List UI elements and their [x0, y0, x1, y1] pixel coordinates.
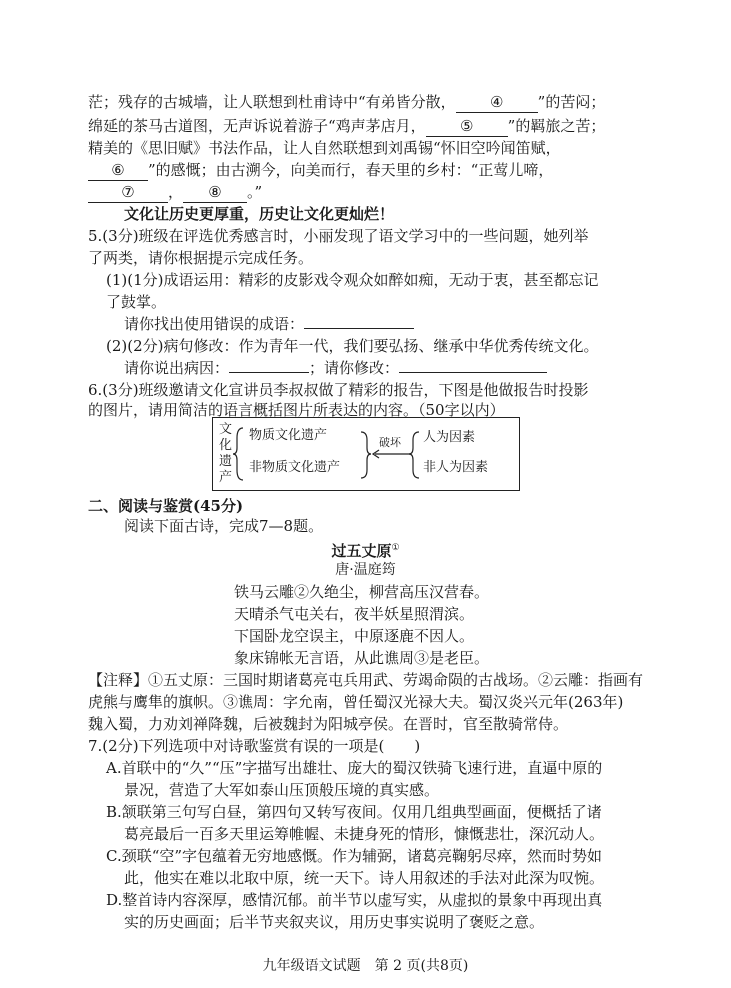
diagram-nonhuman-factor: 非人为因素	[423, 460, 489, 475]
q5-sub1-b: 了鼓掌。	[106, 293, 167, 311]
notes-line-3: 魏入蜀，力劝刘禅降魏，后被魏封为阳城亭侯。在晋时，官至散骑常侍。	[88, 715, 569, 733]
intro-line-3: 精美的《思旧赋》书法作品，让人自然联想到刘禹锡“怀旧空吟闻笛赋，	[88, 139, 561, 157]
diagram-root-label: 文化遗产	[219, 422, 233, 485]
q6-stem-1: 6.(3分)班级邀请文化宣讲员李叔叔做了精彩的报告，下图是他做报告时投影	[88, 381, 589, 399]
reason-blank[interactable]	[229, 372, 309, 373]
q7-option-b-2: 葛亮最后一百多天里运筹帷幄、未捷身死的情形，慷慨悲壮，深沉动人。	[124, 825, 605, 843]
q7-option-a-2: 景况，营造了大军如泰山压顶般压境的真实感。	[124, 781, 440, 799]
intro-line-1: 茫；残存的古城墙，让人联想到杜甫诗中“有弟皆分散， ④ ”的苦闷；	[88, 93, 606, 111]
revision-blank[interactable]	[399, 372, 547, 373]
diagram-intangible: 非物质文化遗产	[249, 460, 341, 475]
q5-sub2-b: 请你说出病因： ；请你修改：	[124, 358, 684, 378]
q7-option-a-1[interactable]: A.首联中的“久”“压”字描写出雄壮、庞大的蜀汉铁骑飞速行进，直逼中原的	[106, 759, 603, 777]
section-heading: 二、阅读与鉴赏(45分)	[88, 497, 244, 515]
diagram-tangible: 物质文化遗产	[249, 428, 328, 443]
q5-sub1-c: 请你找出使用错误的成语：	[124, 314, 684, 334]
q6-stem-2: 的图片，请用简洁的语言概括图片所表达的内容。（50字以内）	[88, 401, 505, 419]
notes-line-2: 虎熊与鹰隼的旗帜。③谯周：字允南，曾任蜀汉光禄大夫。蜀汉炎兴元年(263年)	[88, 693, 624, 711]
q5-stem-2: 了两类，请你根据提示完成任务。	[88, 249, 314, 267]
intro-line-5: ⑦ ， ⑧ 。”	[88, 182, 648, 203]
diagram-human-factor: 人为因素	[423, 430, 476, 445]
q5-sub1-a: (1)(1分)成语运用：精彩的皮影戏令观众如醉如痴，无动于衷，甚至都忘记	[106, 271, 599, 289]
q7-option-d-2: 实的历史画面；后半节夹叙夹议，用历史事实说明了褒贬之意。	[124, 913, 545, 931]
q7-stem: 7.(2分)下列选项中对诗歌鉴赏有误的一项是( )	[88, 737, 421, 755]
poem-line-2: 天晴杀气屯关右，夜半妖星照渭滨。	[234, 605, 475, 623]
poem-line-3: 下国卧龙空误主，中原逐鹿不因人。	[234, 627, 475, 645]
q5-stem-1: 5.(3分)班级在评选优秀感言时，小丽发现了语文学习中的一些问题，她列举	[88, 227, 589, 245]
blank-7[interactable]: ⑦	[88, 182, 168, 203]
diagram-arrow-label: 破坏	[379, 436, 401, 449]
q7-option-d-1[interactable]: D.整首诗内容深厚，感情沉郁。前半节以虚写实，从虚拟的景象中再现出真	[106, 891, 603, 909]
q7-option-c-2: 此，他实在难以北取中原，统一天下。诗人用叙述的手法对此深为叹惋。	[124, 869, 605, 887]
heritage-diagram	[212, 417, 520, 491]
intro-line-2: 绵延的茶马古道图，无声诉说着游子“鸡声茅店月， ⑤ ”的羁旅之苦；	[88, 117, 606, 135]
idiom-answer-blank[interactable]	[304, 328, 414, 329]
poem-line-4: 象床锦帐无言语，从此谯周③是老臣。	[234, 649, 490, 667]
blank-4[interactable]: ④	[456, 92, 538, 113]
blank-6[interactable]: ⑥	[88, 160, 148, 181]
q7-option-b-1[interactable]: B.颔联第三句写白昼，第四句又转写夜间。仅用几组典型画面，便概括了诸	[106, 803, 602, 821]
notes-line-1: 【注释】①五丈原：三国时期诸葛亮屯兵用武、劳竭命陨的古战场。②云雕：指画有	[88, 671, 644, 689]
intro-closing: 文化让历史更厚重，历史让文化更灿烂！	[124, 205, 395, 223]
poem-author: 唐·温庭筠	[335, 562, 396, 578]
intro-line-4: ⑥ ”的感慨；由古溯今，向美而行，春天里的乡村：“正莺儿啼，	[88, 160, 648, 181]
page-footer: 九年级语文试题 第 2 页(共8页)	[262, 958, 469, 974]
q7-option-c-1[interactable]: C.颈联“空”字包蕴着无穷地感慨。作为辅弼，诸葛亮鞠躬尽瘁，然而时势如	[106, 847, 603, 865]
q5-sub2-a: (2)(2分)病句修改：作为青年一代，我们要弘扬、继承中华优秀传统文化。	[106, 337, 599, 355]
poem-line-1: 铁马云雕②久绝尘，柳营高压汉营春。	[234, 583, 490, 601]
section-instruction: 阅读下面古诗，完成7—8题。	[124, 517, 324, 535]
poem-title: 过五丈原①	[331, 542, 400, 560]
blank-8[interactable]: ⑧	[183, 182, 247, 203]
blank-5[interactable]: ⑤	[426, 116, 508, 137]
